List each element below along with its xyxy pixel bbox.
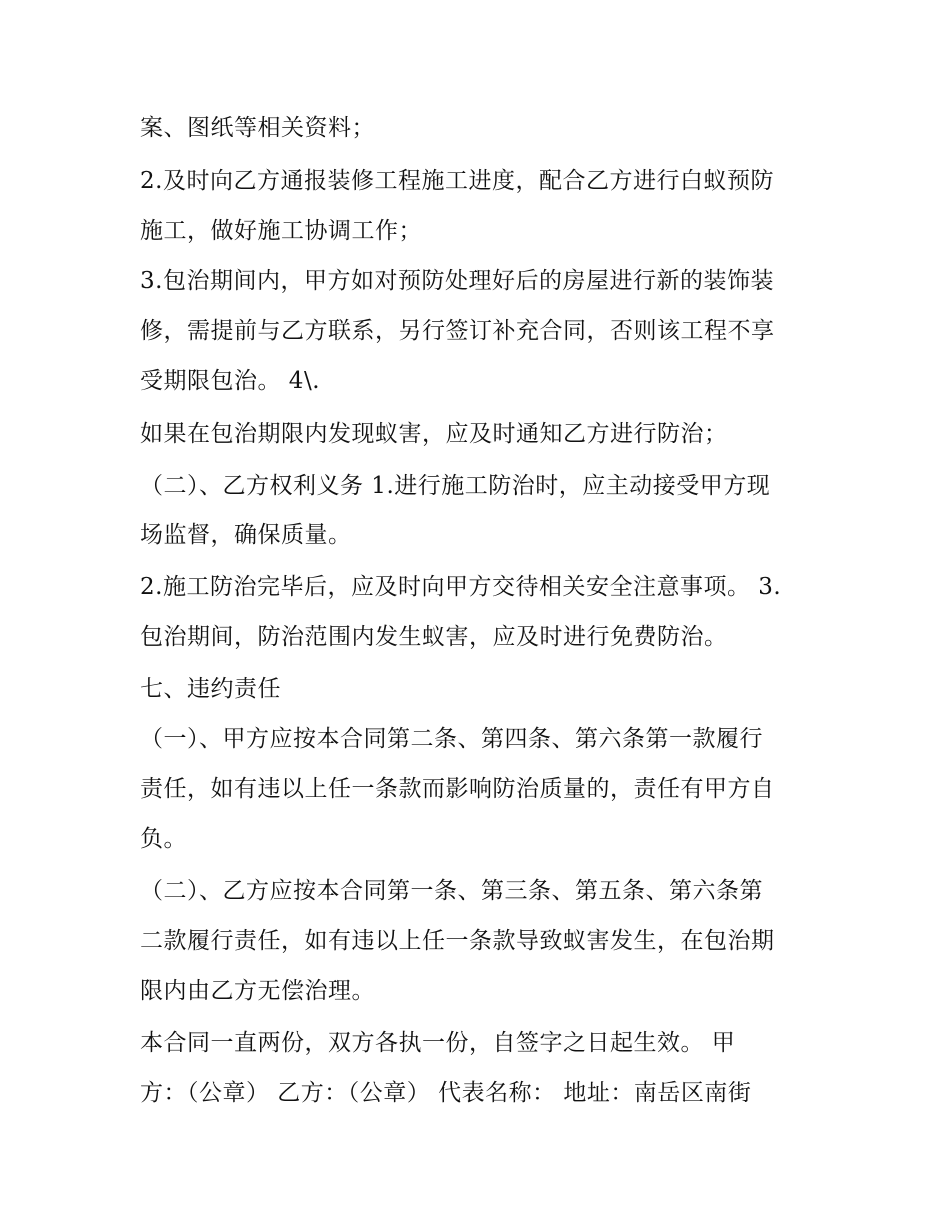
- text-line: 如果在包治期限内发现蚁害，应及时通知乙方进行防治；: [140, 421, 728, 447]
- text-line: 案、图纸等相关资料；: [140, 115, 375, 141]
- text-line: 本合同一直两份，双方各执一份，自签字之日起生效。 甲: [140, 1030, 736, 1056]
- text-line: 方：（公章） 乙方：（公章） 代表名称： 地址：南岳区南街: [140, 1080, 752, 1106]
- section-heading: 七、违约责任: [140, 676, 281, 702]
- text-line: 2.及时向乙方通报装修工程施工进度，配合乙方进行白蚁预防: [140, 168, 774, 194]
- text-line: 施工，做好施工协调工作；: [140, 218, 422, 244]
- text-line: 2.施工防治完毕后，应及时向甲方交待相关安全注意事项。 3.: [140, 574, 782, 600]
- text-line: 限内由乙方无偿治理。: [140, 978, 375, 1004]
- text-line: 3.包治期间内，甲方如对预防处理好后的房屋进行新的装饰装: [140, 268, 774, 294]
- text-line: （一）、甲方应按本合同第二条、第四条、第六条第一款履行: [140, 726, 763, 752]
- text-line: （二）、乙方应按本合同第一条、第三条、第五条、第六条第: [140, 878, 763, 904]
- text-line: 修，需提前与乙方联系，另行签订补充合同，否则该工程不享: [140, 318, 775, 344]
- text-line: 二款履行责任，如有违以上任一条款导致蚁害发生，在包治期: [140, 928, 775, 954]
- text-line: 责任，如有违以上任一条款而影响防治质量的，责任有甲方自: [140, 776, 775, 802]
- text-line: 场监督，确保质量。: [140, 522, 352, 548]
- text-line: 受期限包治。 4\.: [140, 368, 321, 394]
- text-line: （二）、乙方权利义务 1.进行施工防治时，应主动接受甲方现: [140, 473, 771, 499]
- text-line: 负。: [140, 826, 187, 852]
- text-line: 包治期间，防治范围内发生蚁害，应及时进行免费防治。: [140, 624, 728, 650]
